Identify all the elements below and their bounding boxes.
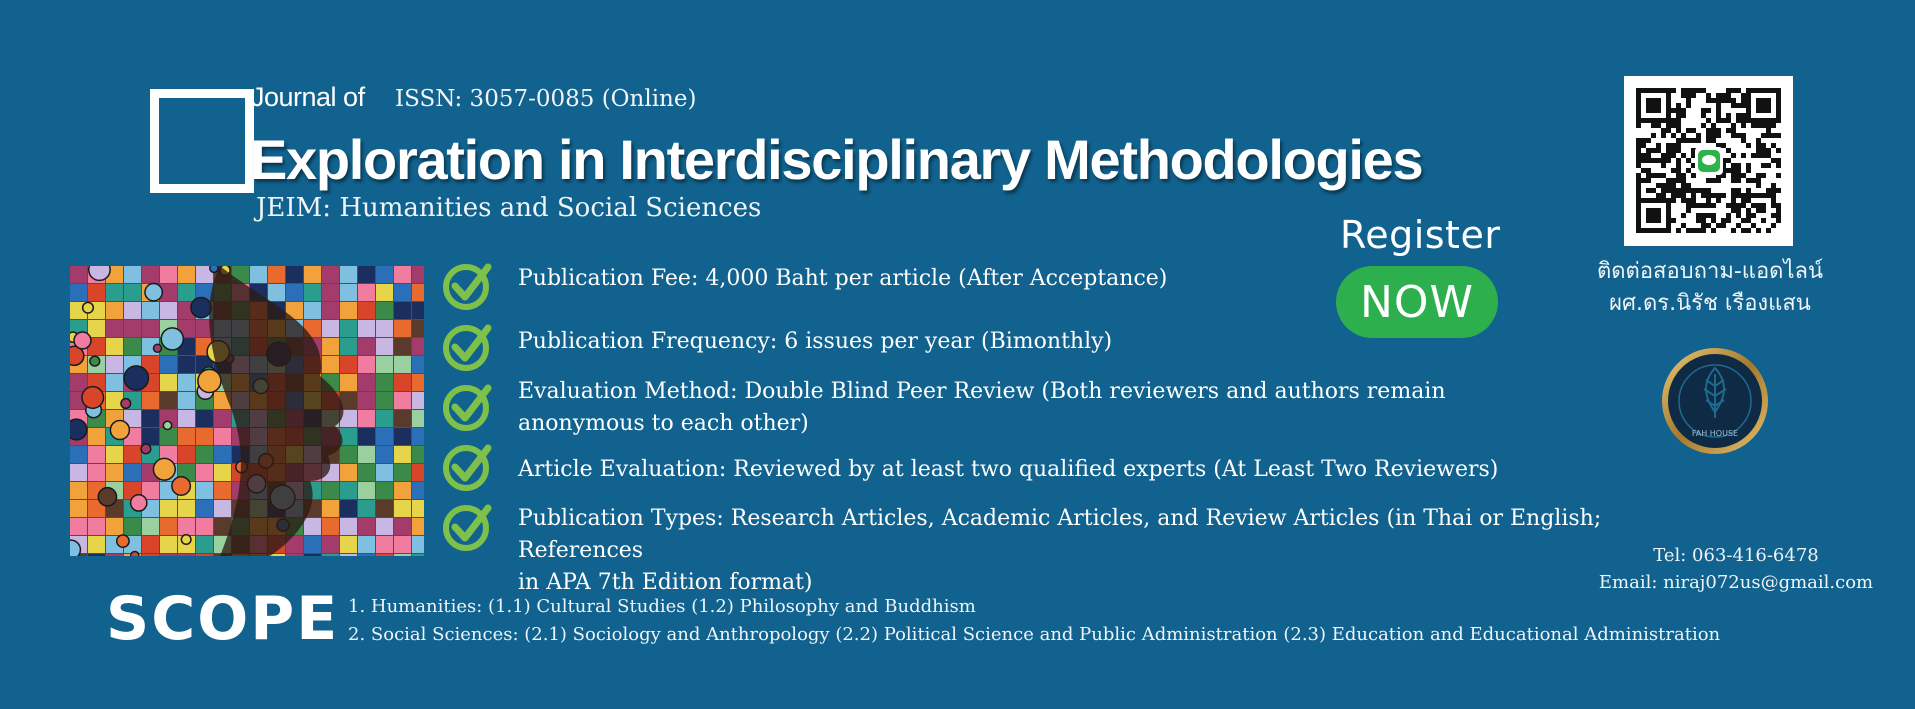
mosaic-image (70, 266, 424, 556)
feature-text: Article Evaluation: Reviewed by at least two qualified experts (At Least Two Reviewers) (518, 457, 1499, 482)
register-label: Register (1340, 213, 1501, 257)
scope-item-social-sciences: 2. Social Sciences: (2.1) Sociology and Anthropology (2.2) Political Science and Public Administration (2.3) Education and Educational Administration (348, 624, 1721, 645)
feature-text: Publication Fee: 4,000 Baht per article (After Acceptance) (518, 266, 1168, 291)
contact-thai-line1: ติดต่อสอบถาม-แอดไลน์ (1596, 259, 1824, 284)
journal-logo-box (150, 89, 254, 193)
check-icon (442, 380, 494, 432)
contact-tel: Tel: 063-416-6478 (1653, 545, 1819, 566)
qr-code-image (1624, 76, 1793, 246)
feature-text: Publication Frequency: 6 issues per year (Bimonthly) (518, 329, 1113, 354)
feature-publication-frequency (518, 326, 1698, 358)
scope-item-humanities: 1. Humanities: (1.1) Cultural Studies (1.2) Philosophy and Buddhism (348, 596, 976, 617)
scope-heading: SCOPE (106, 584, 340, 654)
mosaic-face-artwork (70, 266, 424, 556)
check-icon (442, 500, 494, 552)
check-icon (442, 440, 494, 492)
feature-text-cont: in APA 7th Edition format) (518, 570, 813, 595)
feature-article-evaluation (518, 454, 1698, 486)
feature-evaluation-method (518, 376, 1698, 440)
feature-text-cont: anonymous to each other) (518, 411, 809, 436)
seal-logo (1660, 346, 1770, 456)
check-icon (442, 320, 494, 372)
check-icon (442, 259, 494, 311)
contact-email: Email: niraj072us@gmail.com (1598, 572, 1874, 593)
issn-label: ISSN: 3057-0085 (Online) (395, 86, 697, 112)
feature-text: Evaluation Method: Double Blind Peer Review (Both reviewers and authors remain (518, 379, 1446, 404)
journal-of-label: Journal of (251, 82, 365, 112)
feature-publication-types (518, 503, 1698, 599)
qr-code[interactable] (1624, 76, 1793, 246)
seal-text: FAH HOUSE (1691, 429, 1739, 438)
contact-details (1560, 542, 1912, 596)
contact-thai (1560, 256, 1860, 320)
feature-publication-fee (518, 263, 1698, 295)
register-now-button[interactable]: NOW (1336, 266, 1498, 338)
feature-text: Publication Types: Research Articles, Academic Articles, and Review Articles (in Thai or English; References (518, 506, 1602, 563)
contact-thai-line2: ผศ.ดร.นิรัช เรืองแสน (1609, 291, 1811, 316)
journal-title: Exploration in Interdisciplinary Methodologies (250, 128, 1423, 191)
journal-subtitle: JEIM: Humanities and Social Sciences (256, 193, 762, 223)
